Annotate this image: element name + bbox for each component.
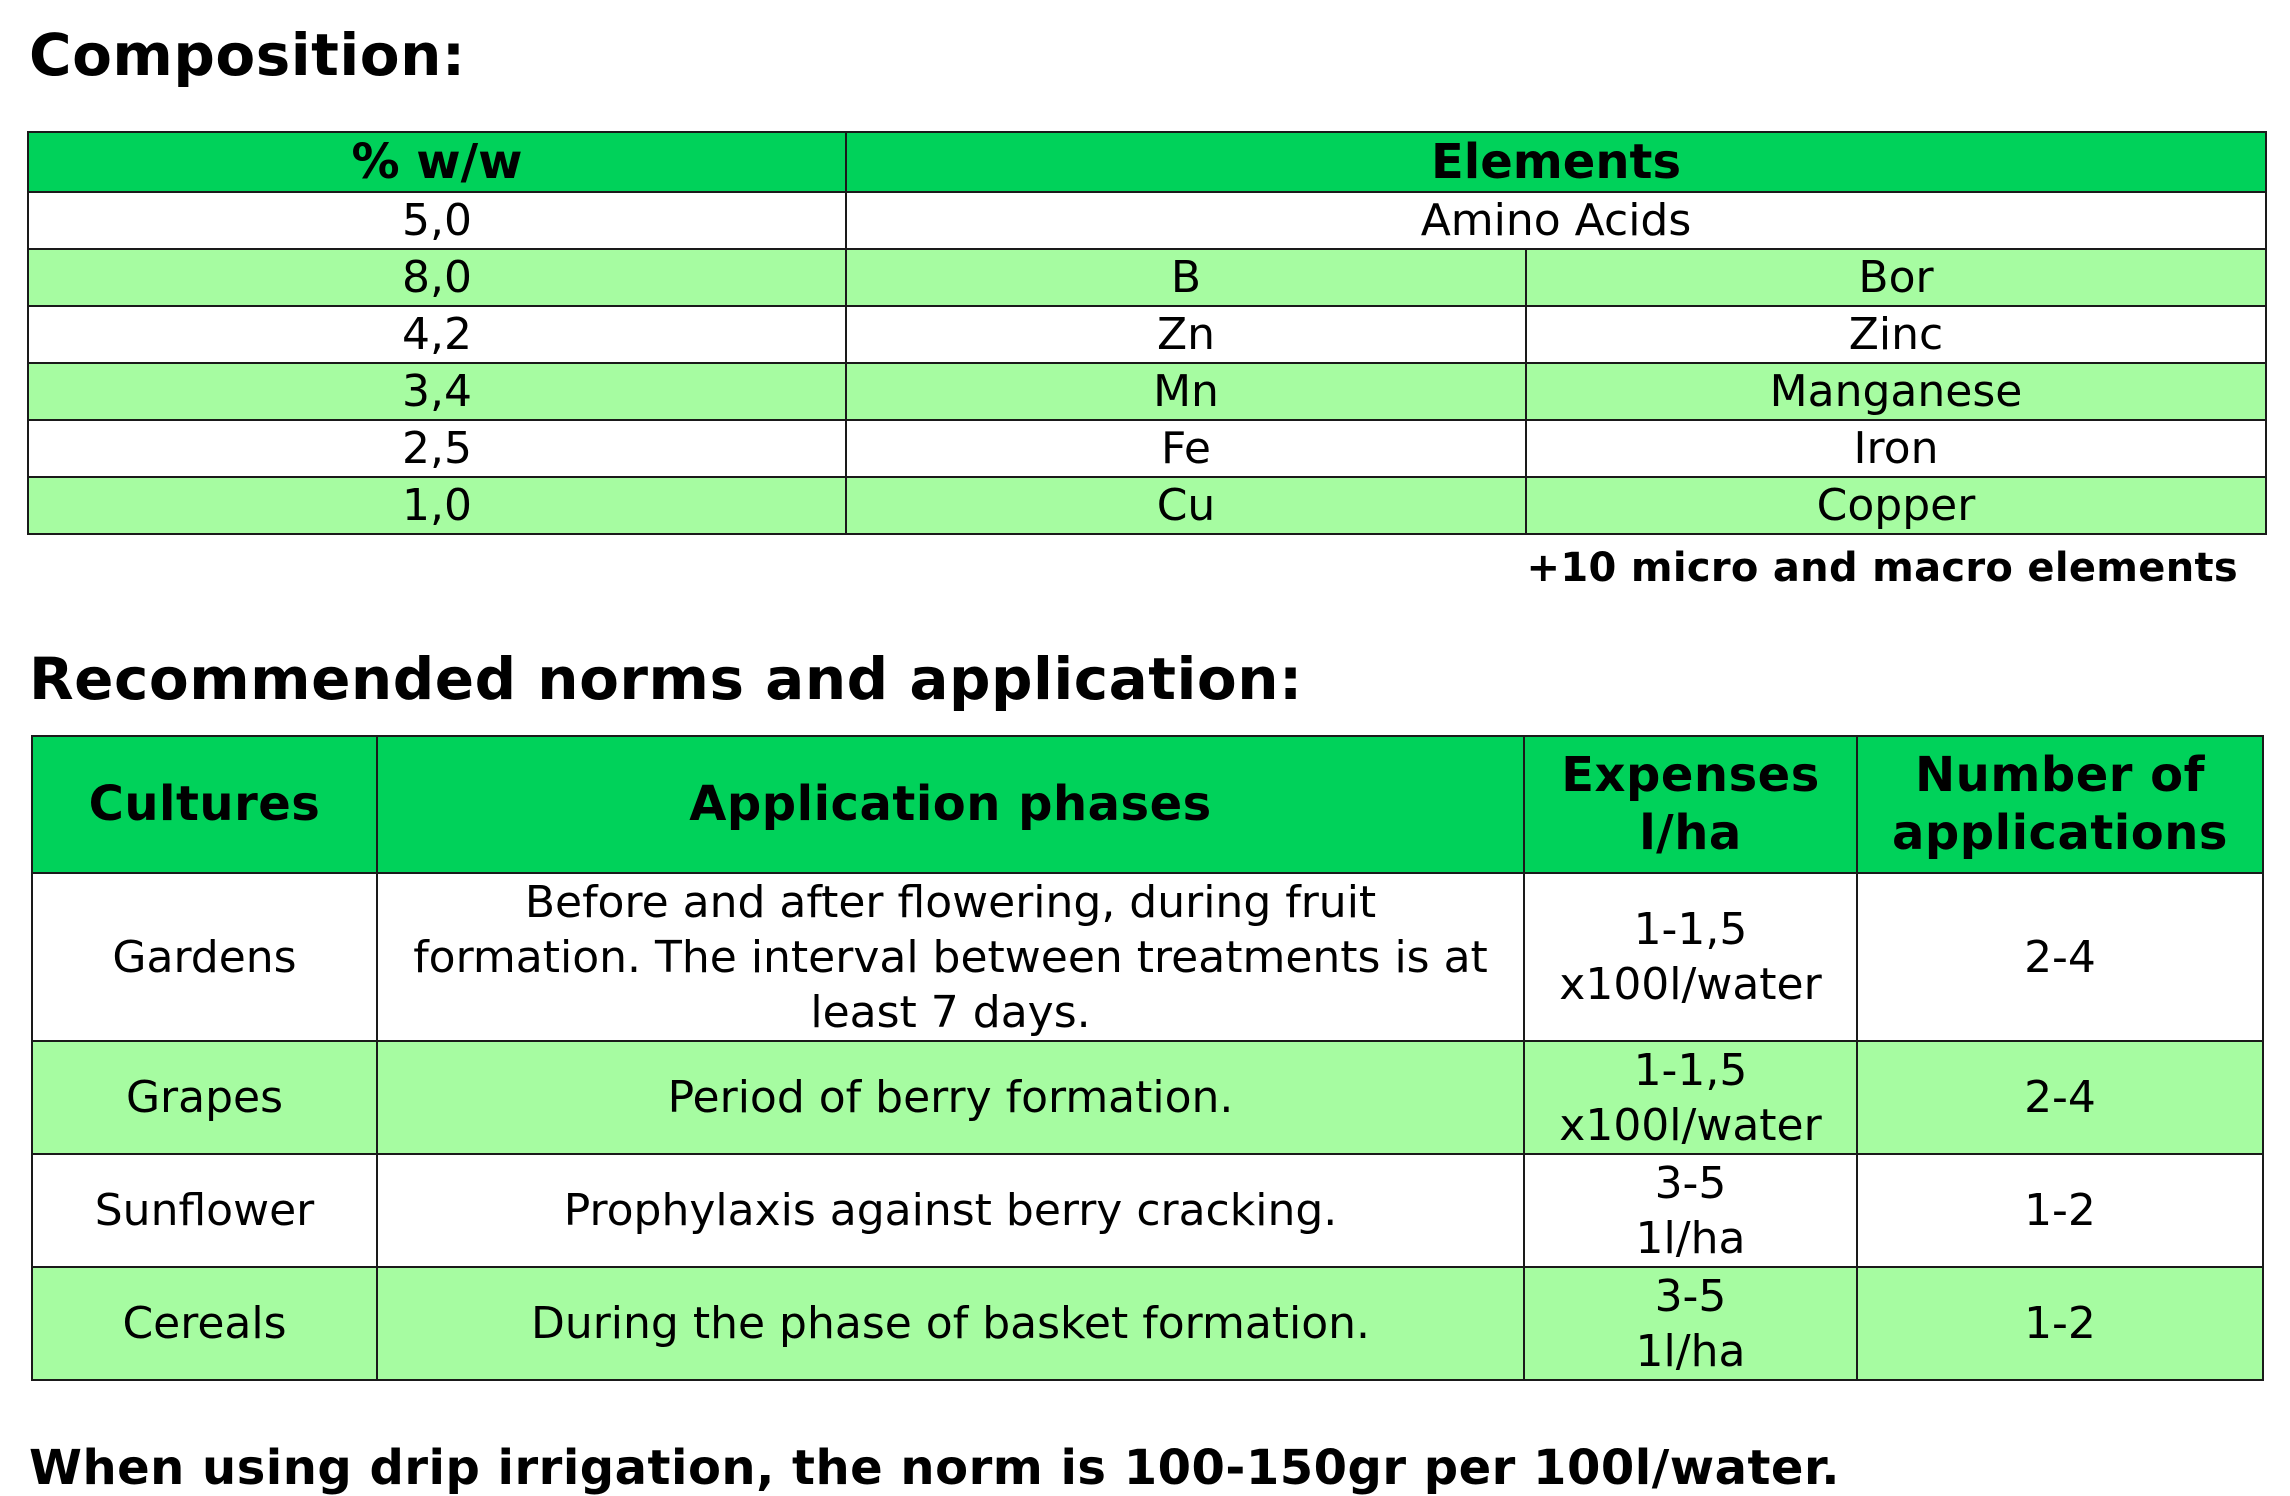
phase-cell: Period of berry formation. bbox=[377, 1041, 1524, 1154]
expense-line2: x100l/water bbox=[1559, 959, 1822, 1010]
expenses-header bbox=[1524, 736, 1857, 873]
expense-line2: x100l/water bbox=[1559, 1099, 1822, 1151]
element-symbol-cell: B bbox=[846, 249, 1526, 306]
cultures-header: Cultures bbox=[32, 736, 377, 873]
expense-cell bbox=[1524, 1267, 1857, 1380]
element-symbol-cell: Fe bbox=[846, 420, 1526, 477]
phase-text: Before and after flowering, during fruit formation. The interval between treatments is at least 7 days. bbox=[413, 876, 1488, 1038]
applications-cell: 2-4 bbox=[1857, 873, 2263, 1041]
composition-header-row bbox=[28, 132, 2266, 192]
applications-header bbox=[1857, 736, 2263, 873]
phase-cell bbox=[377, 873, 1524, 1041]
norms-row bbox=[32, 1267, 2263, 1380]
composition-note: +10 micro and macro elements bbox=[1526, 545, 2238, 591]
percent-cell: 4,2 bbox=[28, 306, 846, 363]
percent-header: % w/w bbox=[28, 132, 846, 192]
expense-line2: 1l/ha bbox=[1635, 1212, 1746, 1264]
expense-cell bbox=[1524, 1041, 1857, 1154]
element-name-cell: Iron bbox=[1526, 420, 2266, 477]
norms-heading: Recommended norms and application: bbox=[29, 645, 1303, 713]
element-name-cell: Amino Acids bbox=[846, 192, 2266, 249]
expense-cell bbox=[1524, 873, 1857, 1041]
composition-heading: Composition: bbox=[29, 21, 466, 89]
norms-row bbox=[32, 1154, 2263, 1267]
composition-row bbox=[28, 420, 2266, 477]
culture-cell: Grapes bbox=[32, 1041, 377, 1154]
element-name-cell: Bor bbox=[1526, 249, 2266, 306]
norms-row bbox=[32, 1041, 2263, 1154]
applications-cell: 1-2 bbox=[1857, 1267, 2263, 1380]
phase-cell: During the phase of basket formation. bbox=[377, 1267, 1524, 1380]
norms-table bbox=[31, 735, 2264, 1381]
culture-cell: Cereals bbox=[32, 1267, 377, 1380]
composition-row bbox=[28, 249, 2266, 306]
drip-irrigation-note: When using drip irrigation, the norm is 100-150gr per 100l/water. bbox=[29, 1440, 1841, 1496]
phase-cell: Prophylaxis against berry cracking. bbox=[377, 1154, 1524, 1267]
applications-header-line1: Number of bbox=[1914, 746, 2205, 803]
percent-cell: 1,0 bbox=[28, 477, 846, 534]
element-name-cell: Zinc bbox=[1526, 306, 2266, 363]
applications-cell: 1-2 bbox=[1857, 1154, 2263, 1267]
element-symbol-cell: Zn bbox=[846, 306, 1526, 363]
percent-cell: 8,0 bbox=[28, 249, 846, 306]
percent-cell: 3,4 bbox=[28, 363, 846, 420]
expense-line1: 1-1,5 bbox=[1633, 904, 1748, 955]
element-symbol-cell: Cu bbox=[846, 477, 1526, 534]
composition-row bbox=[28, 477, 2266, 534]
composition-row bbox=[28, 363, 2266, 420]
expense-line1: 3-5 bbox=[1654, 1270, 1727, 1322]
expense-cell bbox=[1524, 1154, 1857, 1267]
norms-header-row bbox=[32, 736, 2263, 873]
culture-cell: Sunflower bbox=[32, 1154, 377, 1267]
applications-cell: 2-4 bbox=[1857, 1041, 2263, 1154]
composition-row bbox=[28, 192, 2266, 249]
norms-row bbox=[32, 873, 2263, 1041]
composition-row bbox=[28, 306, 2266, 363]
expense-line2: 1l/ha bbox=[1635, 1325, 1746, 1377]
element-name-cell: Copper bbox=[1526, 477, 2266, 534]
composition-table bbox=[27, 131, 2267, 535]
culture-cell: Gardens bbox=[32, 873, 377, 1041]
element-name-cell: Manganese bbox=[1526, 363, 2266, 420]
expense-line1: 1-1,5 bbox=[1633, 1044, 1748, 1096]
phases-header: Application phases bbox=[377, 736, 1524, 873]
percent-cell: 2,5 bbox=[28, 420, 846, 477]
expense-line1: 3-5 bbox=[1654, 1157, 1727, 1209]
applications-header-line2: applications bbox=[1892, 804, 2228, 861]
element-symbol-cell: Mn bbox=[846, 363, 1526, 420]
expenses-header-line1: Expenses bbox=[1561, 746, 1820, 803]
elements-header: Elements bbox=[846, 132, 2266, 192]
percent-cell: 5,0 bbox=[28, 192, 846, 249]
expenses-header-line2: l/ha bbox=[1639, 804, 1742, 861]
